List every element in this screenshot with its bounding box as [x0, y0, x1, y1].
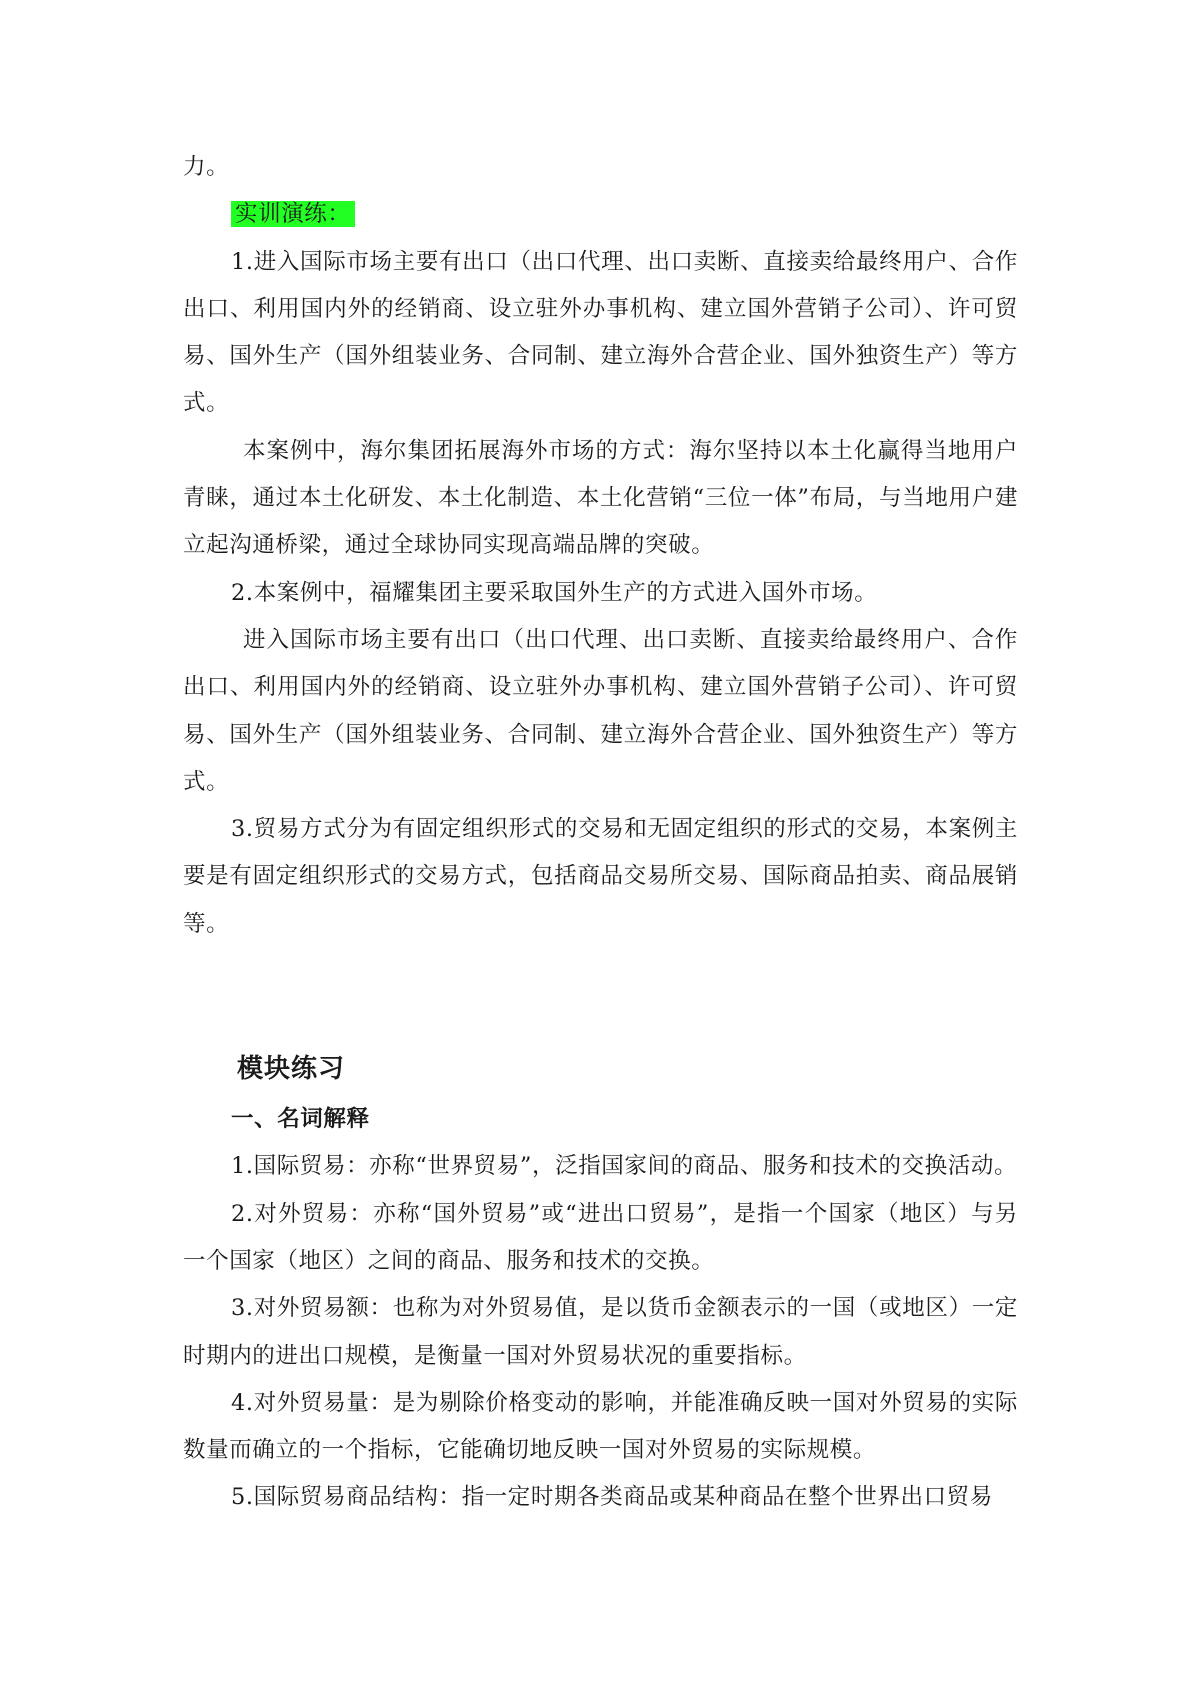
definition-item: 5.国际贸易商品结构：指一定时期各类商品或某种商品在整个世界出口贸易: [231, 1484, 993, 1511]
definition-item: 1.国际贸易：亦称“世界贸易”，泛指国家间的商品、服务和技术的交换活动。: [231, 1153, 1018, 1180]
practice-heading-highlight: 实训演练：: [231, 201, 355, 227]
definition-item: 4.对外贸易量：是为剔除价格变动的影响，并能准确反映一国对外贸易的实际数量而确立的一个指标，它能确切地反映一国对外贸易的实际规模。: [183, 1389, 1018, 1464]
paragraph-continuation: 力。: [183, 154, 230, 180]
page-content: [183, 144, 1018, 1522]
practice-answer-2-detail: 进入国际市场主要有出口（出口代理、出口卖断、直接卖给最终用户、合作出口、利用国内外的经销商、设立驻外办事机构、建立国外营销子公司）、许可贸易、国外生产（国外组装业务、合同制、建立海外合营企业、国外独资生产）等方式。: [183, 626, 1018, 795]
practice-heading-line: [183, 191, 1018, 238]
section-spacer: [183, 948, 1018, 1043]
practice-answer-2: 2.本案例中，福耀集团主要采取国外生产的方式进入国外市场。: [231, 579, 878, 606]
practice-answer-1-case: 本案例中，海尔集团拓展海外市场的方式：海尔坚持以本土化赢得当地用户青睐，通过本土化研发、本土化制造、本土化营销“三位一体”布局，与当地用户建立起沟通桥梁，通过全球协同实现高端品牌的突破。: [183, 437, 1018, 559]
section-title: 一、名词解释: [231, 1106, 370, 1133]
definition-item: 2.对外贸易：亦称“国外贸易”或“进出口贸易”，是指一个国家（地区）与另一个国家（地区）之间的商品、服务和技术的交换。: [183, 1200, 1018, 1274]
definition-item: 3.对外贸易额：也称为对外贸易值，是以货币金额表示的一国（或地区）一定时期内的进出口规模，是衡量一国对外贸易状况的重要指标。: [183, 1295, 1018, 1369]
module-title: 模块练习: [237, 1054, 346, 1085]
practice-answer-1: 1.进入国际市场主要有出口（出口代理、出口卖断、直接卖给最终用户、合作出口、利用国内外的经销商、设立驻外办事机构、建立国外营销子公司）、许可贸易、国外生产（国外组装业务、合同制、建立海外合营企业、国外独资生产）等方式。: [183, 248, 1018, 417]
practice-answer-3: 3.贸易方式分为有固定组织形式的交易和无固定组织的形式的交易，本案例主要是有固定组织形式的交易方式，包括商品交易所交易、国际商品拍卖、商品展销等。: [183, 816, 1018, 937]
